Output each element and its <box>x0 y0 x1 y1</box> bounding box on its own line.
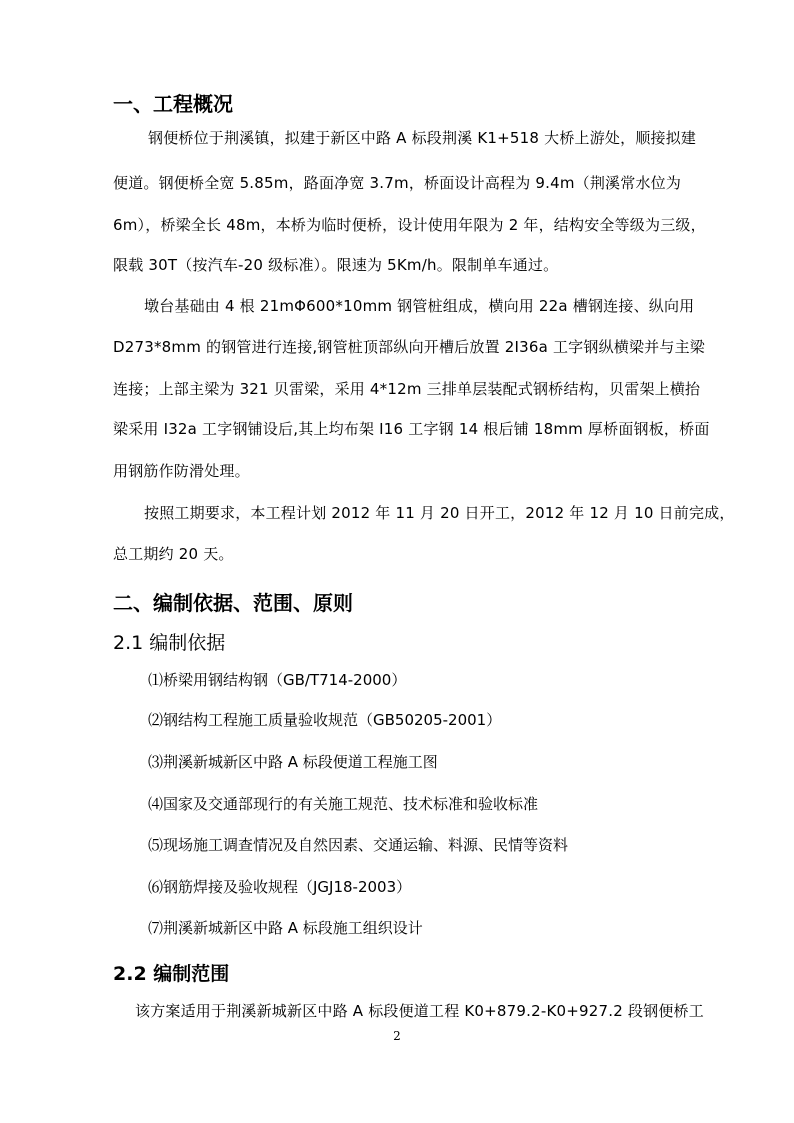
reference-item-4: ⑷国家及交通部现行的有关施工规范、技术标准和验收标准 <box>148 795 539 813</box>
reference-item-3: ⑶荆溪新城新区中路 A 标段便道工程施工图 <box>148 753 438 771</box>
page-number: 2 <box>393 1029 401 1043</box>
section-heading-overview: 一、工程概况 <box>113 92 233 116</box>
overview-p1-line-2: 便道。钢便桥全宽 5.85m，路面净宽 3.7m，桥面设计高程为 9.4m（荆溪常水位为 <box>113 174 682 192</box>
reference-item-6: ⑹钢筋焊接及验收规程（JGJ18-2003） <box>148 878 412 896</box>
overview-p2-line-4: 梁采用 I32a 工字钢铺设后,其上均布架 I16 工字钢 14 根后铺 18mm 厚桥面钢板，桥面 <box>113 420 710 438</box>
overview-p2-line-3: 连接；上部主梁为 321 贝雷梁，采用 4*12m 三排单层装配式钢桥结构，贝雷架上横抬 <box>113 380 701 398</box>
overview-p1-line-1: 钢便桥位于荆溪镇，拟建于新区中路 A 标段荆溪 K1+518 大桥上游处，顺接拟建 <box>148 129 697 147</box>
reference-item-2: ⑵钢结构工程施工质量验收规范（GB50205-2001） <box>148 711 502 729</box>
reference-item-1: ⑴桥梁用钢结构钢（GB/T714-2000） <box>148 671 407 689</box>
overview-p2-line-1: 墩台基础由 4 根 21mΦ600*10mm 钢管桩组成，横向用 22a 槽钢连接、纵向用 <box>144 297 695 315</box>
overview-p2-line-2: D273*8mm 的钢管进行连接,钢管桩顶部纵向开槽后放置 2I36a 工字钢纵横梁并与主梁 <box>113 338 705 356</box>
scope-p1-line-1: 该方案适用于荆溪新城新区中路 A 标段便道工程 K0+879.2-K0+927.2 段钢便桥工 <box>135 1002 704 1020</box>
overview-p3-line-1: 按照工期要求，本工程计划 2012 年 11 月 20 日开工，2012 年 12 月 10 日前完成， <box>144 504 735 522</box>
subsection-heading-basis: 2.1 编制依据 <box>113 632 226 654</box>
overview-p1-line-4: 限载 30T（按汽车-20 级标准）。限速为 5Km/h。限制单车通过。 <box>113 256 559 274</box>
overview-p1-line-3: 6m），桥梁全长 48m，本桥为临时便桥，设计使用年限为 2 年，结构安全等级为三级， <box>113 216 706 234</box>
reference-item-5: ⑸现场施工调查情况及自然因素、交通运输、料源、民情等资料 <box>148 836 569 854</box>
overview-p2-line-5: 用钢筋作防滑处理。 <box>113 462 250 480</box>
reference-item-7: ⑺荆溪新城新区中路 A 标段施工组织设计 <box>148 919 423 937</box>
subsection-heading-scope: 2.2 编制范围 <box>113 963 230 985</box>
section-heading-basis: 二、编制依据、范围、原则 <box>113 591 353 615</box>
overview-p3-line-2: 总工期约 20 天。 <box>113 545 234 563</box>
